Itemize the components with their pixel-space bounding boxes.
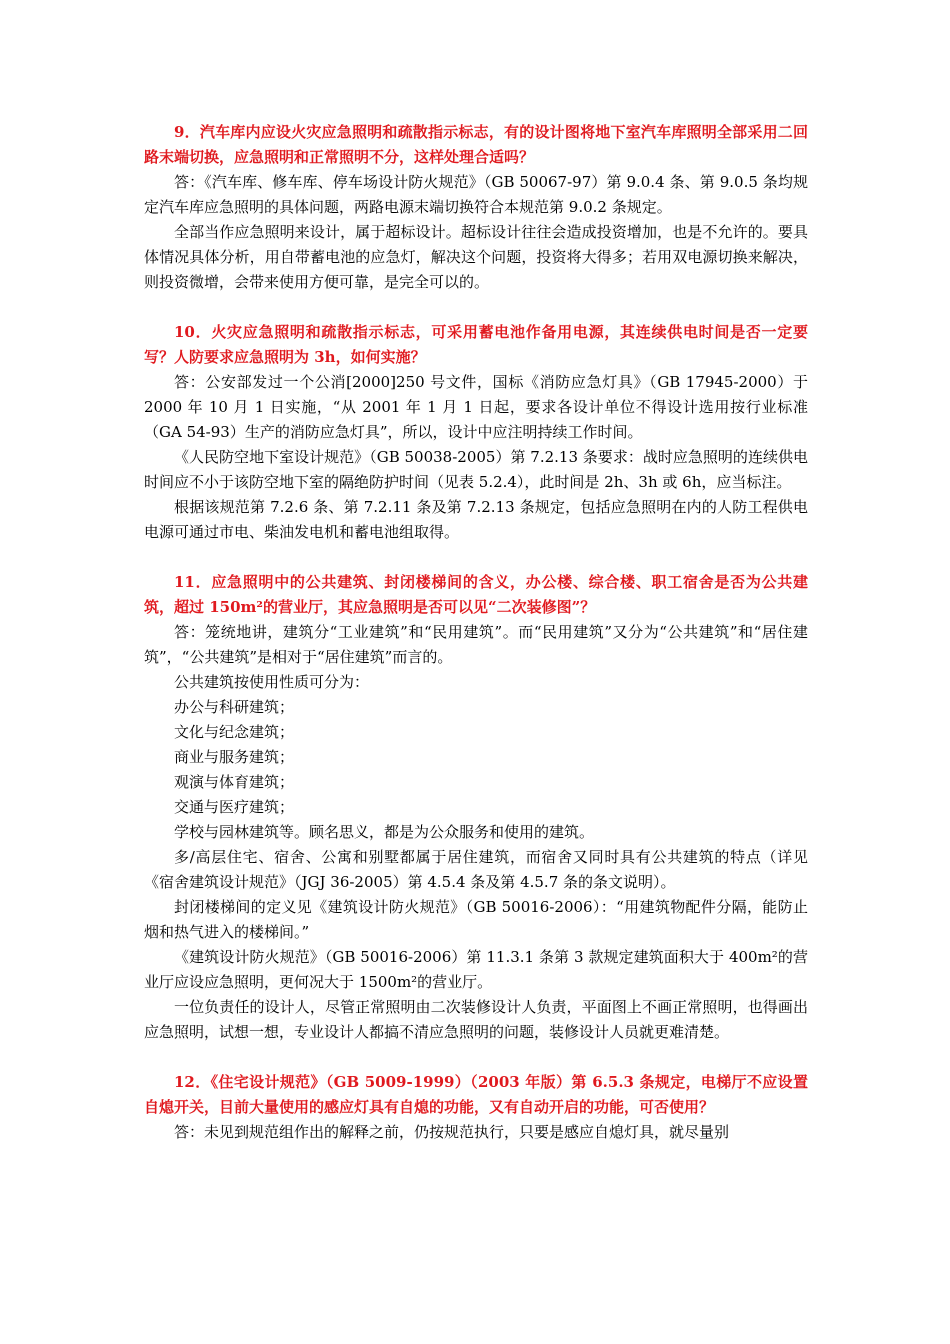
list-item: 商业与服务建筑；: [174, 748, 295, 766]
question-heading: 9．汽车库内应设火灾应急照明和疏散指示标志，有的设计图将地下室汽车库照明全部采用二回路末端切换，应急照明和正常照明不分，这样处理合适吗？: [144, 123, 808, 166]
section-gap: [144, 1045, 808, 1070]
document-page: [144, 120, 808, 1145]
list-item: 交通与医疗建筑；: [174, 798, 295, 816]
section-q9: [144, 120, 808, 295]
question-heading: 12．《住宅设计规范》（GB 5009-1999）（2003 年版）第 6.5.3 条规定，电梯厅不应设置自熄开关，目前大量使用的感应灯具有自熄的功能，又有自动开启的功能，可否使用？: [144, 1073, 808, 1116]
paragraph: 根据该规范第 7.2.6 条、第 7.2.11 条及第 7.2.13 条规定，包括应急照明在内的人防工程供电电源可通过市电、柴油发电机和蓄电池组取得。: [144, 498, 808, 541]
list-item: 学校与园林建筑等。顾名思义，都是为公众服务和使用的建筑。: [174, 823, 595, 841]
section-q10: [144, 320, 808, 545]
paragraph: 封闭楼梯间的定义见《建筑设计防火规范》（GB 50016-2006）：“用建筑物配件分隔，能防止烟和热气进入的楼梯间。”: [144, 898, 808, 941]
paragraph: 答：《汽车库、修车库、停车场设计防火规范》（GB 50067-97）第 9.0.4 条、第 9.0.5 条均规定汽车库应急照明的具体问题，两路电源末端切换符合本规范第 9.0.2 条规定。: [144, 173, 808, 216]
question-heading: 11．应急照明中的公共建筑、封闭楼梯间的含义，办公楼、综合楼、职工宿舍是否为公共建筑，超过 150m²的营业厅，其应急照明是否可以见“二次装修图”？: [144, 573, 808, 616]
paragraph: 答：公安部发过一个公消[2000]250 号文件，国标《消防应急灯具》（GB 17945-2000）于 2000 年 10 月 1 日实施，“从 2001 年 1 月 1 日起，要求各设计单位不得设计选用按行业标准（GA 54-93）生产的消防应急灯具”，所以，设计中应注明持续工作时间。: [144, 373, 808, 441]
paragraph: 一位负责任的设计人，尽管正常照明由二次装修设计人负责，平面图上不画正常照明，也得画出应急照明，试想一想，专业设计人都搞不清应急照明的问题，装修设计人员就更难清楚。: [144, 998, 808, 1041]
paragraph: 公共建筑按使用性质可分为：: [174, 673, 370, 691]
paragraph: 答：笼统地讲，建筑分“工业建筑”和“民用建筑”。而“民用建筑”又分为“公共建筑”和“居住建筑”，“公共建筑”是相对于“居住建筑”而言的。: [144, 623, 808, 666]
question-heading: 10．火灾应急照明和疏散指示标志，可采用蓄电池作备用电源，其连续供电时间是否一定要写？人防要求应急照明为 3h，如何实施？: [144, 323, 808, 366]
section-q11: [144, 570, 808, 1045]
section-gap: [144, 545, 808, 570]
paragraph: 全部当作应急照明来设计，属于超标设计。超标设计往往会造成投资增加，也是不允许的。要具体情况具体分析，用自带蓄电池的应急灯，解决这个问题，投资将大得多；若用双电源切换来解决，则投资微增，会带来使用方便可靠，是完全可以的。: [144, 223, 808, 291]
paragraph: 多/高层住宅、宿舍、公寓和别墅都属于居住建筑，而宿舍又同时具有公共建筑的特点（详见《宿舍建筑设计规范》（JGJ 36-2005）第 4.5.4 条及第 4.5.7 条的条文说明）。: [144, 848, 808, 891]
paragraph: 《建筑设计防火规范》（GB 50016-2006）第 11.3.1 条第 3 款规定建筑面积大于 400m²的营业厅应设应急照明，更何况大于 1500m²的营业厅。: [144, 948, 808, 991]
list-item: 文化与纪念建筑；: [174, 723, 295, 741]
section-q12: [144, 1070, 808, 1145]
paragraph: 《人民防空地下室设计规范》（GB 50038-2005）第 7.2.13 条要求：战时应急照明的连续供电时间应不小于该防空地下室的隔绝防护时间（见表 5.2.4），此时间是 2h、3h 或 6h，应当标注。: [144, 448, 808, 491]
section-gap: [144, 295, 808, 320]
list-item: 办公与科研建筑；: [174, 698, 295, 716]
paragraph: 答：未见到规范组作出的解释之前，仍按规范执行，只要是感应自熄灯具，就尽量别: [174, 1123, 730, 1141]
list-item: 观演与体育建筑；: [174, 773, 295, 791]
